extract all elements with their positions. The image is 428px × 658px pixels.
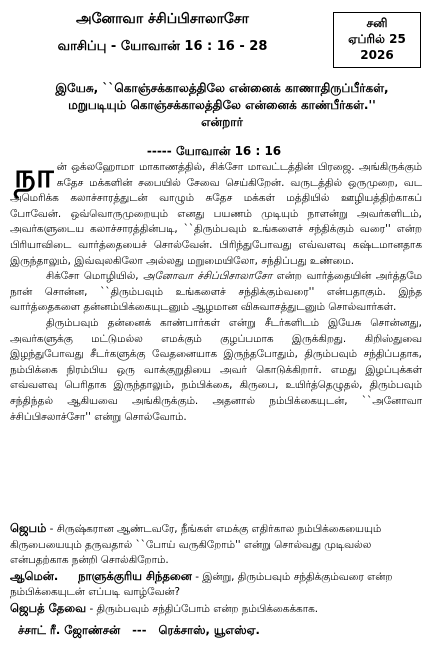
paragraph-2-end: என்ற வார்த்தையின் அர்த்தமே நான் சொன்ன, ``திரும்பவும் உங்களைச் சந்திக்கும்வரை'' என்பதாகும். இந்த வார்த்தைகளை தன்னம்பிக்கையுடனும் ஆழமான விசுவாசத்துடனும் சொல்வார்கள். xyxy=(10,270,422,314)
reading-label: வாசிப்பு xyxy=(57,39,107,54)
daily-thought-label: நாளுக்குரிய சிந்தனை xyxy=(78,568,192,583)
date-box xyxy=(333,12,421,68)
prayer xyxy=(10,521,422,569)
paragraph-2-start: சிக்சோ மொழியில், xyxy=(46,270,143,283)
date-month-day: ஏப்ரில் 25 xyxy=(348,32,406,46)
prayer-label: ஜெபம் xyxy=(10,521,47,535)
paragraph-2-phrase: அனோவா ச்சிப்பிசாலாசோ xyxy=(142,270,273,283)
author-place: ரெக்சாஸ், யூஎஸ்ஏ. xyxy=(158,623,260,637)
author-separator: --- xyxy=(132,623,147,637)
prayer-need-text: - திரும்பவும் சந்திப்போம் என்ற நம்பிக்கைக்காக. xyxy=(86,602,319,615)
paragraph-1-text: ன் ஒக்லஹோமா மாகாணத்தில், சிக்சோ மாவட்டத்தின் பிரஜை. அங்கிருக்கும் சுதேச மக்களின் சபையில் சேவை செய்கிறேன். வருடத்தில் ஒருமுறை, வட அமெரிக்க கலாச்சாரத்துடன் வாழும் சுதேச மக்கள் மத்தியில் ஊழியத்திற்காகப் போவேன். ஒவ்வொருமுறையும் எனது பயணம் முடியும் நாளன்று அவர்களிடம், அவர்களுடைய கலாச்சாரத்தின்படி, ``திரும்பவும் உங்களைச் சந்திக்கும் வரை'' என்ற பிரியாவிடை வார்த்தையைச் சொல்வேன். பிரிந்துபோவது எவ்வளவு கஷ்டமானதாக இருந்தாலும், இவ்வுலகிலோ அல்லது மறுமையிலோ, சந்திப்பது உண்மை. xyxy=(10,161,422,267)
key-verse-quote: இயேசு, ``கொஞ்சக்காலத்திலே என்னைக் காணாதிருப்பீர்கள், மறுபடியும் கொஞ்சக்காலத்திலே என்னைக் காண்பீர்கள்.'' என்றார் xyxy=(55,81,389,129)
reading-passage: யோவான் 16 : 16 - 28 xyxy=(120,39,268,54)
devotion-title: அனோவா ச்சிப்பிசாலாசோ xyxy=(76,11,249,27)
amen: ஆமென். xyxy=(10,568,59,583)
daily-thought-text: - இன்று, திரும்பவும் சந்திக்கும்வரை என்ற நம்பிக்கையுடன் எப்படி வாழ்வேன்? xyxy=(10,570,393,599)
key-verse-reference: ----- யோவான் 16 : 16 xyxy=(146,144,282,158)
prayer-need xyxy=(10,601,422,618)
date-year: 2026 xyxy=(360,48,394,62)
date-day: சனி xyxy=(366,16,388,30)
paragraph-1 xyxy=(10,156,422,269)
drop-cap: நா xyxy=(14,156,54,196)
reading-separator: - xyxy=(110,39,117,54)
paragraph-3: திரும்பவும் தன்னைக் காண்பார்கள் என்று சீடர்களிடம் இயேசு சொன்னது, அவர்களுக்கு மட்டுமல்ல எமக்கும் குழப்பமாக இருக்கிறது. கிறிஸ்துவை இழந்துபோவது சீடர்களுக்கு வேதனையாக இருந்தபோதும், திரும்பவும் சந்திப்பதாக, நம்பிக்கை நிரம்பிய ஒரு வாக்குறுதியை அவர் கொடுக்கிறார். எமது இழப்புக்கள் எவ்வளவு பெரிதாக இருந்தாலும், நம்பிக்கை, கிருபை, உயிர்த்தெழுதல், திரும்பவும் சந்திந்தல் ஆகியவை அங்கிருக்கும். அதனால் நம்பிக்கையுடன், ``அனோவா ச்சிப்பிசலாச்சோ'' என்று சொல்வோம். xyxy=(10,316,422,423)
daily-thought xyxy=(10,569,422,601)
prayer-section xyxy=(10,521,422,618)
devotion-body xyxy=(10,156,422,425)
prayer-need-label: ஜெபத் தேவை xyxy=(10,600,87,615)
author-line xyxy=(18,622,418,638)
paragraph-2 xyxy=(10,269,422,316)
prayer-text: - சிருஷ்கரான ஆண்டவரே, நீங்கள் எமக்கு எதிர்கால நம்பிக்கையையும் கிருபையையும் தருவதால் ``போய் வருகிறோம்'' என்று சொல்வது முடிவல்ல என்பதற்காக நன்றி சொல்கிறோம். xyxy=(10,523,382,567)
reading-reference xyxy=(10,38,315,55)
author-name: ச்சாட் ரீ. ஜோண்சன் xyxy=(18,623,121,637)
